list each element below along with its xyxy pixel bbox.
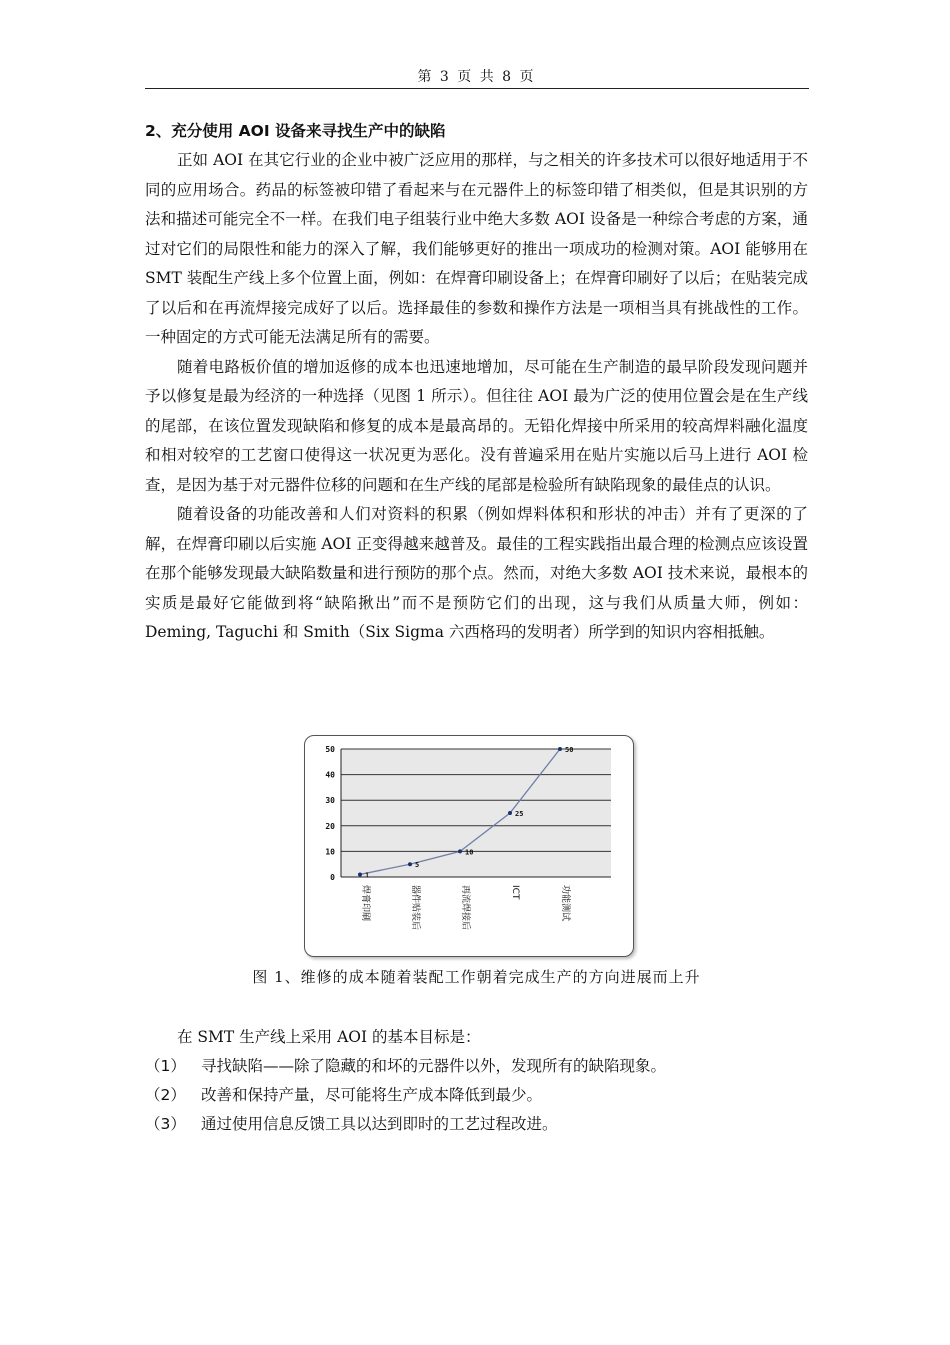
goals-section (145, 1023, 808, 1139)
figure-caption: 图 1、维修的成本随着装配工作朝着完成生产的方向进展而上升 (252, 968, 701, 986)
y-tick-label: 10 (325, 847, 335, 857)
header-divider (145, 88, 809, 89)
x-category-label: 焊膏印刷 (360, 885, 370, 922)
data-label: 5 (415, 861, 420, 870)
y-tick-label: 30 (325, 796, 335, 806)
x-category-label: 再流焊接后 (460, 885, 470, 931)
figure-1 (304, 735, 634, 957)
y-tick-label: 40 (325, 770, 335, 780)
repair-cost-chart (305, 736, 633, 956)
chart-frame (304, 735, 634, 957)
x-category-label: ICT (510, 885, 520, 900)
plot-area (341, 749, 611, 880)
list-item (145, 1110, 808, 1139)
data-point (508, 811, 512, 815)
paragraph-1: 正如 AOI 在其它行业的企业中被广泛应用的那样，与之相关的许多技术可以很好地适用于不同的应用场合。药品的标签被印错了看起来与在元器件上的标签印错了相类似，但是其识别的方法和描述可能完全不一样。在我们电子组装行业中绝大多数 AOI 设备是一种综合考虑的方案，通过对它们的局限性和能力的深入了解，我们能够更好的推出一项成功的检测对策。AOI 能够用在 SMT 装配生产线上多个位置上面，例如：在焊膏印刷设备上；在焊膏印刷好了以后；在贴装完成了以后和在再流焊接完成好了以后。选择最佳的参数和操作方法是一项相当具有挑战性的工作。一种固定的方式可能无法满足所有的需要。 (145, 151, 808, 346)
paragraph-3: 随着设备的功能改善和人们对资料的积累（例如焊料体积和形状的冲击）并有了更深的了解，在焊膏印刷以后实施 AOI 正变得越来越普及。最佳的工程实践指出最合理的检测点应该设置在那个能够发现最大缺陷数量和进行预防的那个点。然而，对绝大多数 AOI 技术来说，最根本的实质是最好它能做到将“缺陷揪出”而不是预防它们的出现，这与我们从质量大师，例如：Deming, Taguchi 和 Smith（Six Sigma 六西格玛的发明者）所学到的知识内容相抵触。 (145, 505, 808, 641)
y-tick-label: 20 (325, 821, 335, 831)
main-content (145, 117, 808, 648)
data-point (558, 747, 562, 751)
list-item-text: 寻找缺陷——除了隐藏的和坏的元器件以外，发现所有的缺陷现象。 (201, 1057, 667, 1075)
x-category-label: 功能测试 (560, 885, 570, 922)
goals-intro: 在 SMT 生产线上采用 AOI 的基本目标是： (177, 1028, 481, 1046)
list-item (145, 1052, 808, 1081)
y-tick-label: 0 (330, 873, 335, 882)
list-item-text: 通过使用信息反馈工具以达到即时的工艺过程改进。 (201, 1115, 558, 1133)
data-label: 50 (565, 746, 574, 754)
section-heading: 2、充分使用 AOI 设备来寻找生产中的缺陷 (145, 122, 446, 140)
data-label: 1 (365, 871, 370, 880)
page-header: 第 3 页 共 8 页 (417, 69, 536, 85)
data-point (458, 849, 462, 853)
list-item (145, 1081, 808, 1110)
x-category-label: 器件贴装后 (410, 885, 420, 931)
paragraph-2: 随着电路板价值的增加返修的成本也迅速地增加，尽可能在生产制造的最早阶段发现问题并予以修复是最为经济的一种选择（见图 1 所示）。但往往 AOI 最为广泛的使用位置会是在生产线的尾部，在该位置发现缺陷和修复的成本是最高昂的。无铅化焊接中所采用的较高焊料融化温度和相对较窄的工艺窗口使得这一状况更为恶化。没有普遍采用在贴片实施以后马上进行 AOI 检查，是因为基于对元器件位移的问题和在生产线的尾部是检验所有缺陷现象的最佳点的认识。 (145, 357, 808, 494)
list-item-number: （3） (145, 1115, 186, 1133)
data-point (408, 862, 412, 866)
list-item-text: 改善和保持产量，尽可能将生产成本降低到最少。 (201, 1086, 543, 1104)
data-point (358, 872, 362, 876)
data-label: 10 (465, 848, 474, 857)
y-tick-label: 50 (325, 745, 335, 754)
list-item-number: （1） (145, 1057, 186, 1075)
list-item-number: （2） (145, 1086, 186, 1104)
data-label: 25 (515, 810, 524, 818)
